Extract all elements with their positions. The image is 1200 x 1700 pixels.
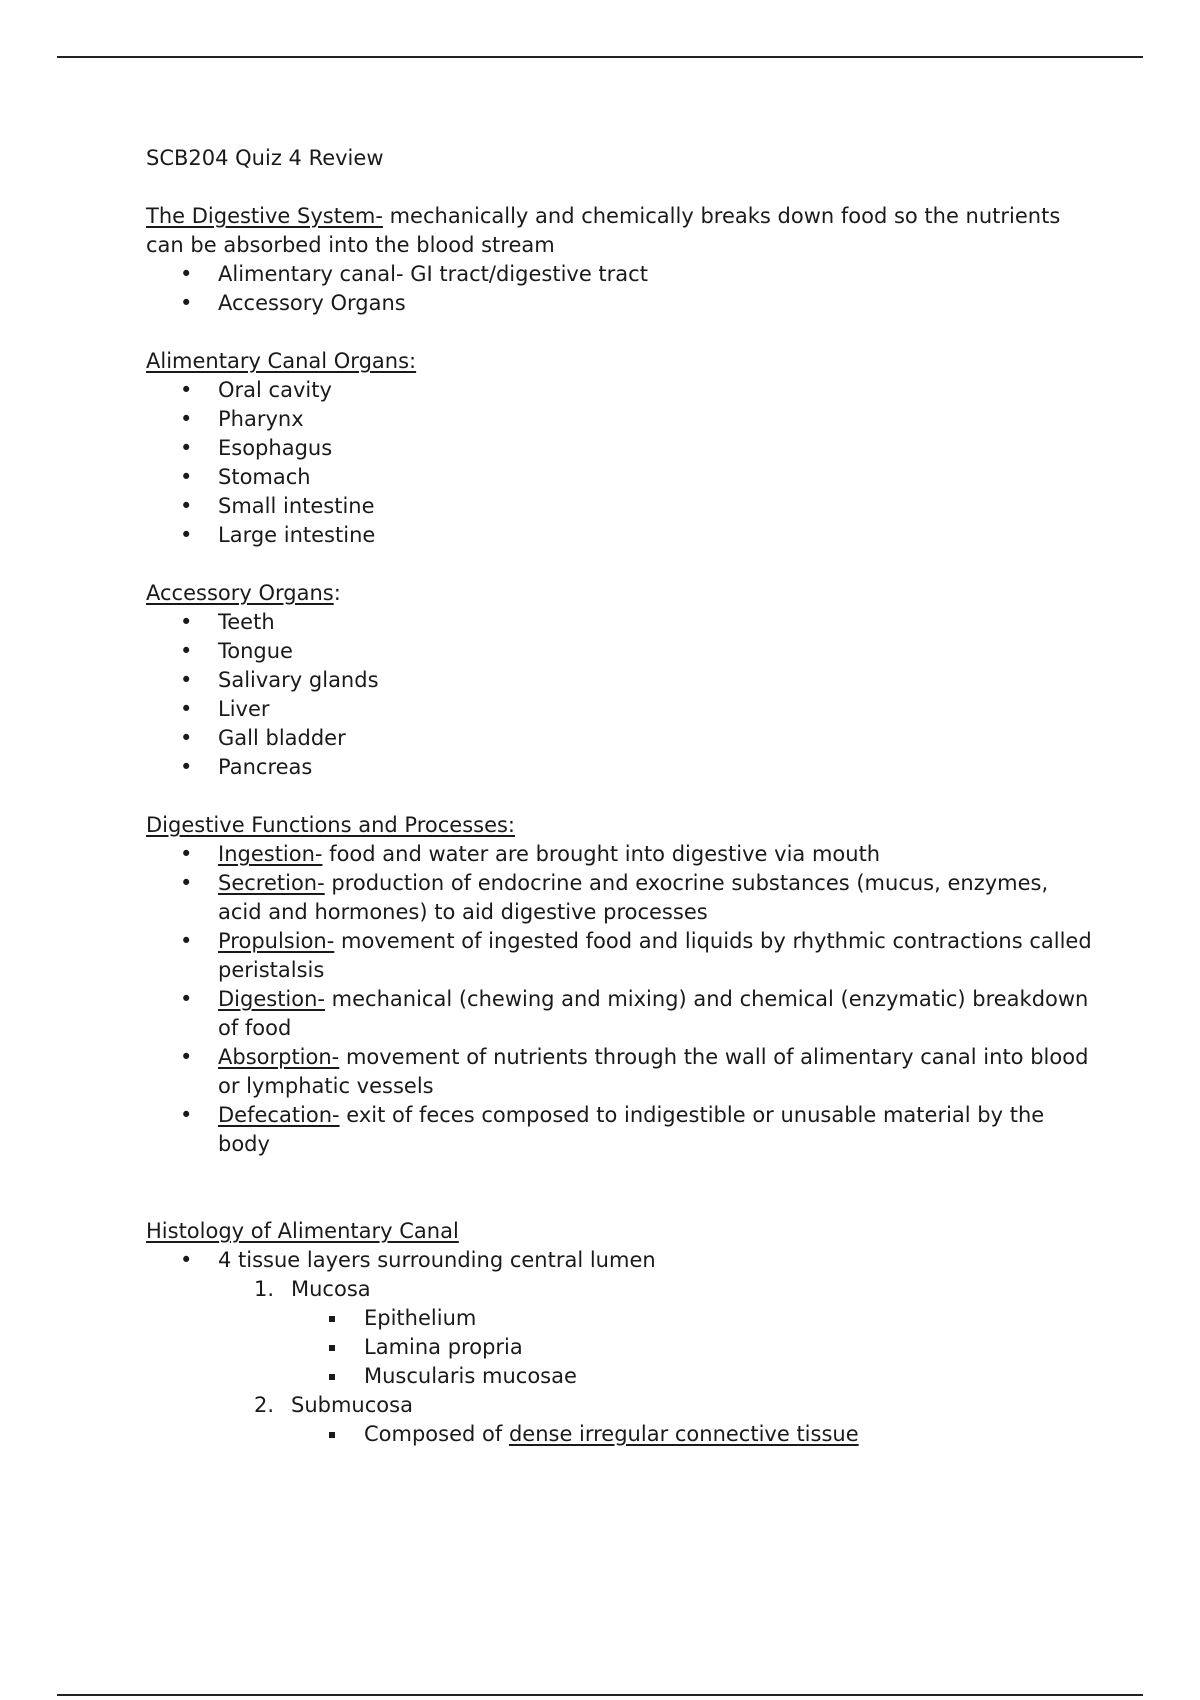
list-item: • Liver [146,695,1096,724]
list-item: • Secretion- production of endocrine and exocrine substances (mucus, enzymes, acid and hormones) to aid digestive processes [146,869,1096,927]
numbered-item: 2. Submucosa [254,1393,413,1417]
list-item: • Esophagus [146,434,1096,463]
section-heading: Digestive Functions and Processes: [146,813,516,837]
list-item: • Small intestine [146,492,1096,521]
intro-term: The Digestive System- [146,204,383,228]
intro-text: mechanically and chemically breaks down food so the nutrients can be absorbed into the blood stream [146,204,1061,257]
list-item: • Alimentary canal- GI tract/digestive tract [146,260,1096,289]
sub-list-item: Composed of dense irregular connective tissue [146,1420,1096,1449]
intro-paragraph [146,202,1096,260]
sub-list-item: Epithelium [146,1304,1096,1333]
header-rule [57,56,1143,58]
intro-list [146,260,1096,318]
list-item: • Propulsion- movement of ingested food and liquids by rhythmic contractions called peristalsis [146,927,1096,985]
document-title: SCB204 Quiz 4 Review [146,146,384,170]
list-item: • Salivary glands [146,666,1096,695]
list-item: • Ingestion- food and water are brought into digestive via mouth [146,840,1096,869]
sub-list-item: Muscularis mucosae [146,1362,1096,1391]
list-item: • Stomach [146,463,1096,492]
histology-list [146,1246,1096,1275]
canal-organs-list [146,376,1096,550]
list-item: • Teeth [146,608,1096,637]
functions-list [146,840,1096,1159]
list-item: • Accessory Organs [146,289,1096,318]
accessory-organs-list [146,608,1096,782]
sub-list-item: Lamina propria [146,1333,1096,1362]
section-heading: Histology of Alimentary Canal [146,1219,459,1243]
document-body [146,144,1096,1449]
list-item: • Large intestine [146,521,1096,550]
footer-rule [57,1694,1143,1696]
list-item: • 4 tissue layers surrounding central lumen [146,1246,1096,1275]
list-item: • Gall bladder [146,724,1096,753]
list-item: • Pancreas [146,753,1096,782]
list-item: • Oral cavity [146,376,1096,405]
section-heading: Accessory Organs: [146,581,341,605]
list-item: • Defecation- exit of feces composed to indigestible or unusable material by the body [146,1101,1096,1159]
list-item: • Absorption- movement of nutrients through the wall of alimentary canal into blood or lymphatic vessels [146,1043,1096,1101]
list-item: • Pharynx [146,405,1096,434]
list-item: • Tongue [146,637,1096,666]
list-item: • Digestion- mechanical (chewing and mixing) and chemical (enzymatic) breakdown of food [146,985,1096,1043]
numbered-item: 1. Mucosa [254,1277,371,1301]
section-heading: Alimentary Canal Organs: [146,349,417,373]
